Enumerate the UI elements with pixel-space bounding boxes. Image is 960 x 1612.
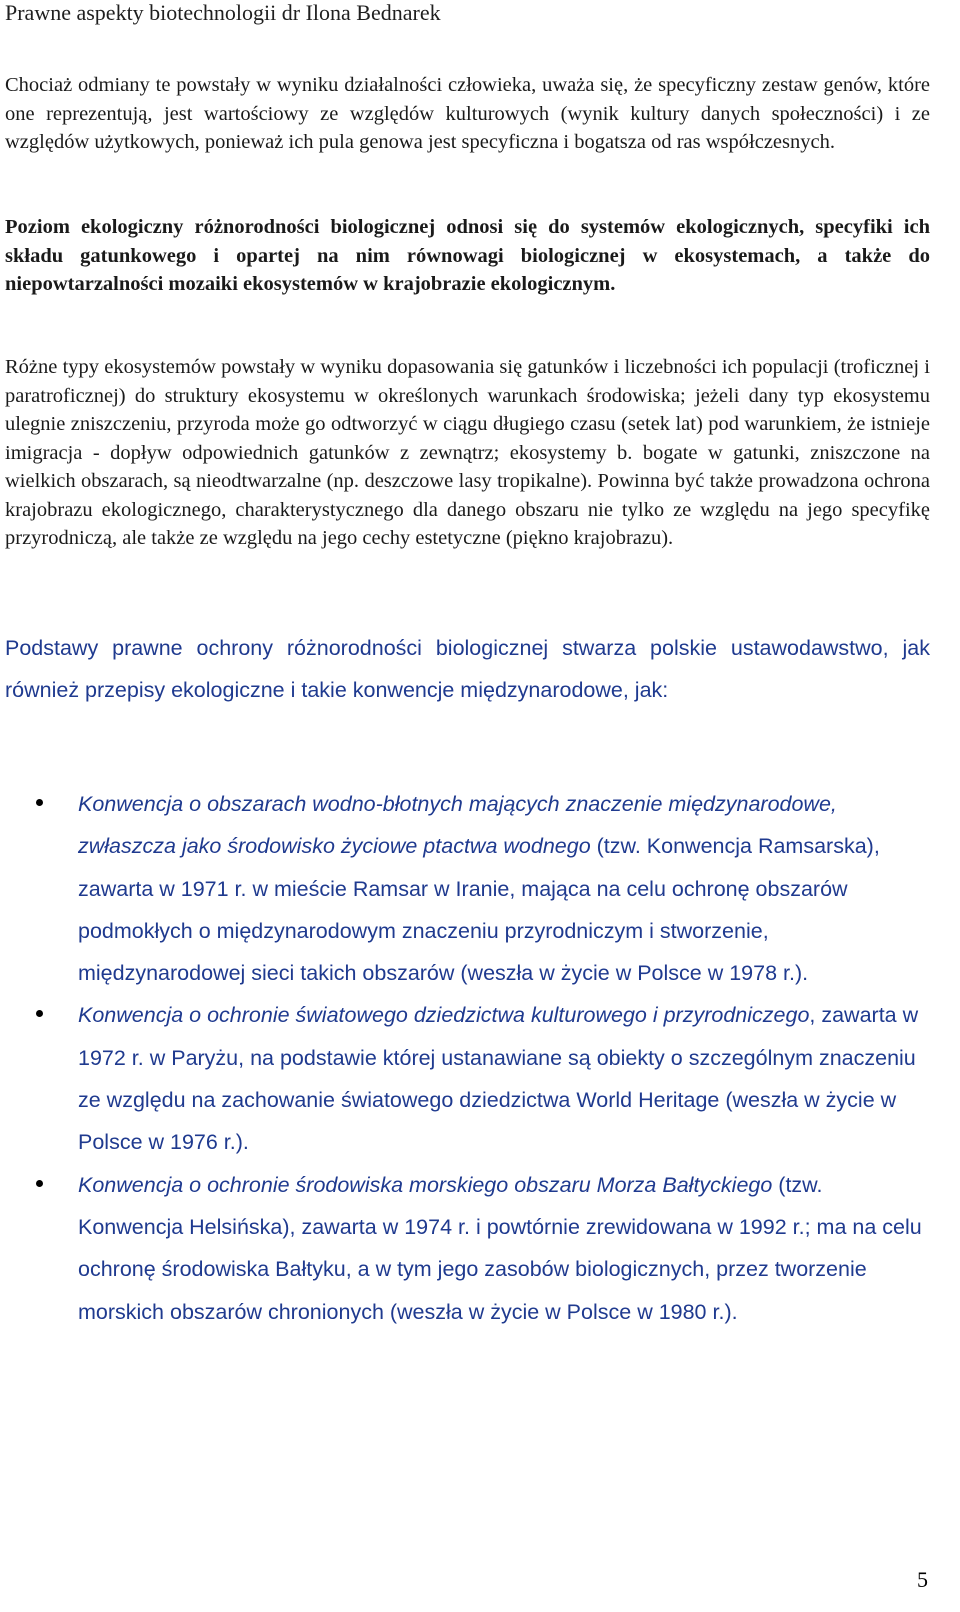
page-number: 5 xyxy=(917,1567,928,1592)
paragraph-ecosystem-types: Różne typy ekosystemów powstały w wyniku dopasowania się gatunków i liczebności ich populacji (troficznej i paratroficznej) do struktury ekosystemu w określonych warunkach środowiska; jeżeli dany typ ekosystemu ulegnie zniszczeniu, przyroda może go odtworzyć w ciągu długiego czasu (setek lat) pod warunkiem, że istnieje imigracja - dopływ odpowiednich gatunków z zewnątrz; ekosystemy b. bogate w gatunki, zniszczone na wielkich obszarach, są nieodtwarzalne (np. deszczowe lasy tropikalne). Powinna być także prowadzona ochrona krajobrazu ekologicznego, charakterystycznego dla danego obszaru nie tylko ze względu na jego specyfikę przyrodniczą, ale także ze względu na jego cechy estetyczne (piękno krajobrazu). xyxy=(5,356,930,549)
convention-name: Konwencja o ochronie środowiska morskiego obszaru Morza Bałtyckiego xyxy=(78,1172,773,1197)
bullet-icon xyxy=(36,1010,43,1017)
paragraph-ecological-level: Poziom ekologiczny różnorodności biologicznej odnosi się do systemów ekologicznych, specyfiki ich składu gatunkowego i opartej na nim równowagi biologicznej w ekosystemach, a także do niepowtarzalności mozaiki ekosystemów w krajobrazie ekologicznym. xyxy=(5,216,930,295)
convention-name: Konwencja o ochronie światowego dziedzictwa kulturowego i przyrodniczego xyxy=(78,1003,810,1028)
list-item-ramsar xyxy=(0,783,930,994)
convention-details: , zawarta w 1972 r. w Paryżu, na podstawie której ustanawiane są obiekty o szczególnym znaczeniu ze względu na zachowanie światowego dziedzictwa World Heritage (weszła w życie w Polsce w 1976 r.). xyxy=(78,1003,919,1155)
list-item-world-heritage xyxy=(0,994,930,1163)
bullet-icon xyxy=(36,1180,43,1187)
paragraph-legal-basis: Podstawy prawne ochrony różnorodności biologicznej stwarza polskie ustawodawstwo, jak również przepisy ekologiczne i takie konwencje międzynarodowe, jak: xyxy=(5,636,930,703)
list-item-helsinki xyxy=(0,1164,930,1333)
bullet-icon xyxy=(36,799,43,806)
convention-name: Konwencja o obszarach wodno-błotnych mających znaczenie międzynarodowe, zwłaszcza jako środowisko życiowe ptactwa wodnego xyxy=(78,792,837,859)
convention-details: (tzw. Konwencja Helsińska), zawarta w 1974 r. i powtórnie zrewidowana w 1992 r.; ma na celu ochronę środowiska Bałtyku, a w tym jego zasobów biologicznych, przez tworzenie morskich obszarów chronionych (weszła w życie w Polsce w 1980 r.). xyxy=(78,1172,922,1324)
paragraph-varieties: Chociaż odmiany te powstały w wyniku działalności człowieka, uważa się, że specyficzny zestaw genów, które one reprezentują, jest wartościowy ze względów kulturowych (wynik kultury danych społeczności) i ze względów użytkowych, ponieważ ich pula genowa jest specyficzna i bogatsza od ras współczesnych. xyxy=(5,74,930,153)
convention-details: (tzw. Konwencja Ramsarska), zawarta w 1971 r. w mieście Ramsar w Iranie, mająca na celu ochronę obszarów podmokłych o międzynarodowym znaczeniu przyrodniczym i stworzenie, międzynarodowej sieci takich obszarów (weszła w życie w Polsce w 1978 r.). xyxy=(78,834,880,986)
conventions-list xyxy=(0,783,930,1333)
page-header-title: Prawne aspekty biotechnologii dr Ilona Bednarek xyxy=(5,0,441,25)
